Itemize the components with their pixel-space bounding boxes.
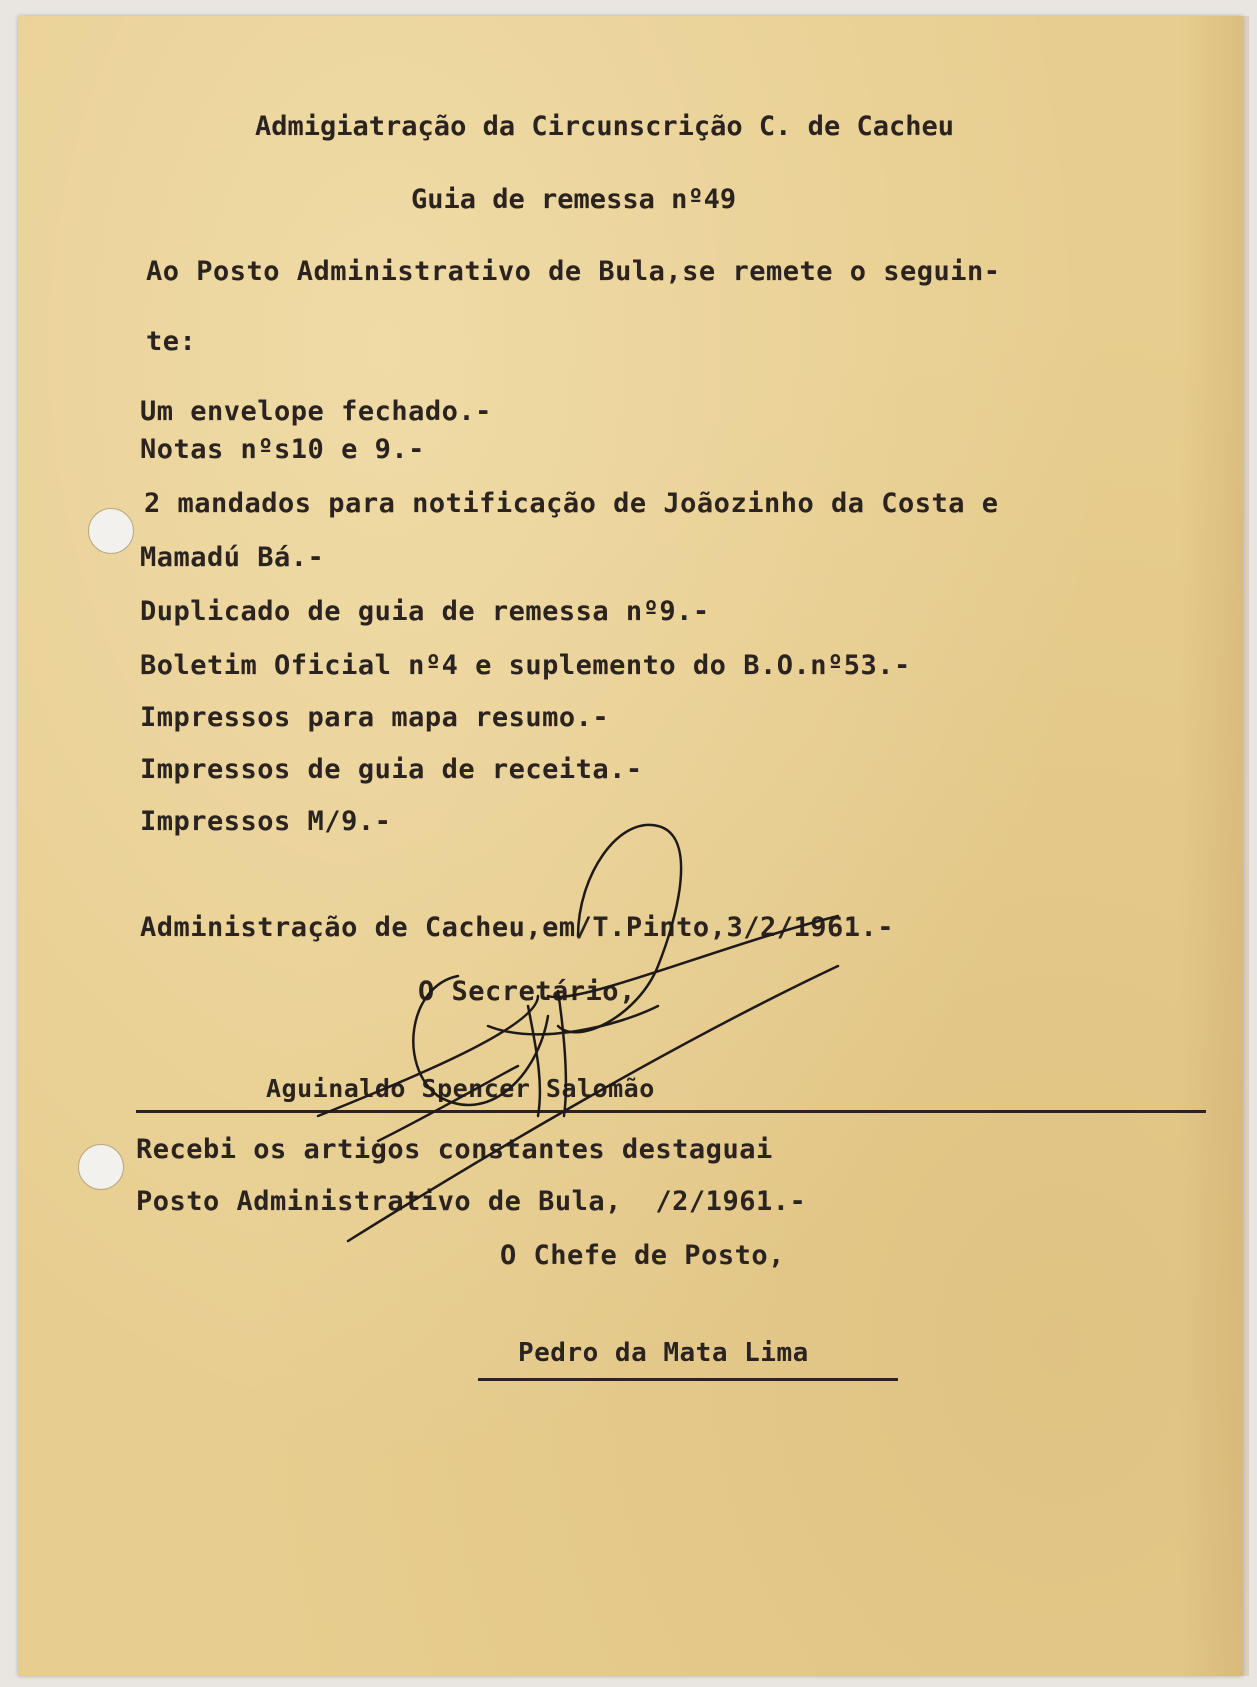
list-item: Impressos M/9.-: [140, 806, 392, 837]
list-item: Mamadú Bá.-: [140, 542, 325, 573]
list-item: Impressos de guia de receita.-: [140, 754, 643, 785]
list-item: Um envelope fechado.-: [140, 396, 492, 427]
dateline: Administração de Cacheu,em/T.Pinto,3/2/1961.-: [140, 912, 894, 943]
chief-name: Pedro da Mata Lima: [518, 1338, 809, 1368]
paper-stain: [1179, 16, 1249, 1676]
document-title: Admigiatração da Circunscrição C. de Cacheu: [255, 111, 954, 142]
chief-signature-line: [478, 1378, 898, 1381]
punch-hole: [78, 1144, 124, 1190]
document-subtitle: Guia de remessa nº49: [411, 184, 737, 215]
intro-line: Ao Posto Administrativo de Bula,se remete o seguin-: [146, 256, 1001, 287]
document-page: [18, 16, 1243, 1676]
punch-hole: [88, 508, 134, 554]
secretary-name: Aguinaldo Spencer Salomão: [266, 1074, 655, 1103]
list-item: 2 mandados para notificação de Joãozinho da Costa e: [144, 488, 999, 519]
list-item: Boletim Oficial nº4 e suplemento do B.O.nº53.-: [140, 650, 911, 681]
list-item: Impressos para mapa resumo.-: [140, 702, 610, 733]
secretary-title: O Secretário,: [418, 976, 636, 1007]
receipt-place-date: Posto Administrativo de Bula, /2/1961.-: [136, 1186, 807, 1217]
chief-title: O Chefe de Posto,: [500, 1240, 785, 1271]
intro-line-continued: te:: [146, 326, 197, 357]
list-item: Duplicado de guia de remessa nº9.-: [140, 596, 710, 627]
list-item: Notas nºs10 e 9.-: [140, 434, 425, 465]
divider-line: [136, 1110, 1206, 1113]
receipt-line: Recebi os artigos constantes destaguai: [136, 1134, 773, 1165]
